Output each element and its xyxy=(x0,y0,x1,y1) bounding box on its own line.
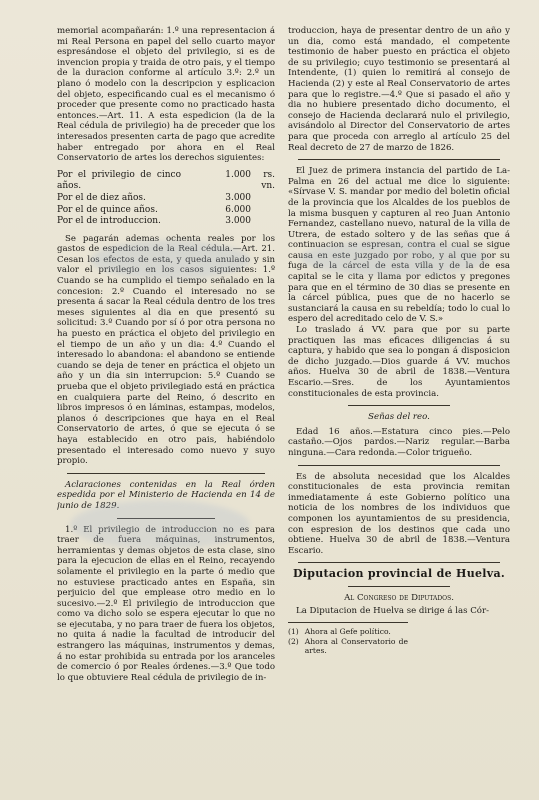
fee-row xyxy=(57,193,275,205)
fee-amount: 6.000 xyxy=(225,204,251,215)
right-paragraph-4: Es de absoluta necesidad que los Alcaldes constitucionales de esta provincia remitan inmediatamente á este Gobierno político una noticia de los nombres de los individuos que componen los ayuntamientos de su presidencia, con espresion de los destinos que cada uno obtiene. Huelva 30 de abril de 1838.—Ventura Escario. xyxy=(288,471,510,556)
right-paragraph-1: troduccion, haya de presentar dentro de un año y un dia, como está mandado, el competente testimonio de haber puesto en práctica el objeto de su privilegio; cuyo testimonio se presentará al Intendente, (1) quien lo remitirá al consejo de Hacienda (2) y este al Real Conservatorio de artes para que lo registre.—4.º Que si pasado el año y dia no hubiere presentado dicho documento, el consejo de Hacienda declarará nulo el privilegio, avisándolo al Director del Conservatorio de artes para que proceda con arreglo al artículo 25 del Real decreto de 27 de marzo de 1826. xyxy=(288,26,510,153)
divider xyxy=(348,586,450,587)
right-paragraph-5: La Diputacion de Huelva se dirige á las Cór- xyxy=(296,605,489,616)
footnote-text: Ahora al Conservatorio de artes. xyxy=(304,636,408,656)
right-paragraph-2: El Juez de primera instancia del partido de La-Palma en 26 del actual me dice lo siguiente: «Sírvase V. S. mandar por medio del boletin oficial de la provincia que los Alcaldes de los pueblos de la misma busquen y capturen al reo Juan Antonio Fernandez, castellano nuevo, natural de la villa de Utrera, de estado soltero y de las señas que á continuacion se espresan, contra el cual se sigue causa en este juzgado por robo, y al que por su fuga de la cárcel de esta villa y de la de esa capital se le cita y llama por edictos y pregones para que en el término de 30 dias se presente en la cárcel pública, pues que de no hacerlo se sustanciará la causa en su rebeldía; todo lo cual lo espero del acreditado celo de V. S.» xyxy=(288,166,510,325)
fee-unit xyxy=(251,205,275,217)
footnote-mark: (1) xyxy=(288,627,299,637)
fee-label: Por el de quince años. xyxy=(57,204,158,215)
fee-amount: 3.000 xyxy=(225,216,251,227)
fee-unit xyxy=(251,216,275,228)
bleed-through-mark xyxy=(300,240,490,276)
fee-label: Por el privilegio de cinco años. xyxy=(57,169,181,192)
right-column xyxy=(288,26,510,790)
fees-table xyxy=(57,170,275,228)
section-title: Diputacion provincial de Huelva. xyxy=(292,567,506,581)
footnote xyxy=(288,637,408,656)
left-paragraph-3: 1.º El privilegio de introduccion no es para traer de fuera máquinas, instrumentos, herramientas y demas objetos de esta clase, sino para la ejecucion de ellas en el Reino, recayendo solamente el privilegio en la parte ó medio que no estuviese practicado antes en España, sin perjuicio del que emplease otro medio en lo sucesivo.—2.º El privilegio de introduccion que como va dicho solo se espera ejecutar lo que no se ejecutaba, y no para traer de fuera los objetos, no quita á nadie la facultad de introducir del estrangero las máquinas, instrumentos y demas, á no estar prohibida su entrada por los aranceles de comercio ó por Reales órdenes.—3.º Que todo lo que obtuviere Real cédula de privilegio de in- xyxy=(57,524,275,683)
section-subtitle: Al Congreso de Diputados. xyxy=(344,592,454,603)
fee-label: Por el de introduccion. xyxy=(57,216,161,227)
divider xyxy=(298,465,500,466)
fee-amount: 3.000 xyxy=(225,192,251,203)
left-paragraph-1: memorial acompañarán: 1.º una representacion á mi Real Persona en papel del sello cuarto mayor espresándose el objeto del privilegio, si es de invencion propia y traida de otro pais, y el tiempo de la duracion conforme al artículo 3.º: 2.º un plano ó modelo con la descripcion y esplicacion del objeto, especificando cual es el mecanismo ó proceder que presente como no practicado hasta entonces.—Art. 11. A esta espedicion (la de la Real cédula de privilegio) ha de preceder que los interesados presenten carta de pago que acredite haber entregado por ahora en el Real Conservatorio de artes los derechos siguientes: xyxy=(57,26,275,164)
footnotes xyxy=(288,622,408,656)
fee-row xyxy=(57,205,275,217)
divider xyxy=(67,473,265,474)
fee-amount: 1.000 xyxy=(225,169,251,180)
fee-row xyxy=(57,170,275,193)
bleed-through-mark xyxy=(90,240,250,280)
left-column xyxy=(57,26,275,790)
divider xyxy=(348,405,450,406)
right-paragraph-3: Lo traslado á VV. para que por su parte practiquen las mas eficaces diligencias á su captura, y habido que sea lo pongan á disposicion de dicho juzgado.—Dios guarde á VV. muchos años. Huelva 30 de abril de 1838.—Ventura Escario.—Sres. de los Ayuntamientos constitucionales de esta provincia. xyxy=(288,325,510,399)
divider xyxy=(298,562,500,563)
footnote xyxy=(288,627,408,637)
footnote-mark: (2) xyxy=(288,636,299,646)
fee-unit: rs. vn. xyxy=(261,169,275,192)
footnote-text: Ahora al Gefe político. xyxy=(304,627,391,637)
divider xyxy=(298,159,500,160)
signs-text: Edad 16 años.—Estatura cinco pies.—Pelo castaño.—Ojos pardos.—Nariz regular.—Barba ninguna.—Cara redonda.—Color trigueño. xyxy=(288,426,510,458)
subheading: Aclaraciones contenidas en la Real órden espedida por el Ministerio de Hacienda en 14 de junio de 1829. xyxy=(57,479,275,511)
left-paragraph-2: Se pagarán ademas ochenta reales por los gastos de espedicion de la Real cédula.—Art. 21. Cesan los efectos de esta, y queda anulado y sin valor el privilegio en los casos siguientes: 1.º Cuando se ha cumplido el tiempo señalado en la concesion: 2.º Cuando el interesado no se presenta á sacar la Real cédula dentro de los tres meses siguientes al dia en que presentó su solicitud: 3.º Cuando por sí ó por otra persona no ha puesto en práctica el objeto del privilegio en el tiempo de un año y un dia: 4.º Cuando el interesado lo abandona: el abandono se entiende cuando se deja de tener en práctica el objeto un año y un dia sin interrupcion: 5.º Cuando se prueba que el objeto privilegiado está en práctica en cualquiera parte del Reino, ó descrito en libros impresos ó en láminas, estampas, modelos, planos ó descripciones que haya en el Real Conservatorio de artes, ó que se ejecuta ó se haya establecido en otro pais, habiéndolo presentado el interesado como nuevo y suyo propio. xyxy=(57,233,275,467)
fee-label: Por el de diez años. xyxy=(57,192,146,203)
bleed-through-mark xyxy=(70,500,250,550)
signs-heading: Señas del reo. xyxy=(368,412,430,423)
fee-row xyxy=(57,216,275,228)
fee-unit xyxy=(251,193,275,205)
